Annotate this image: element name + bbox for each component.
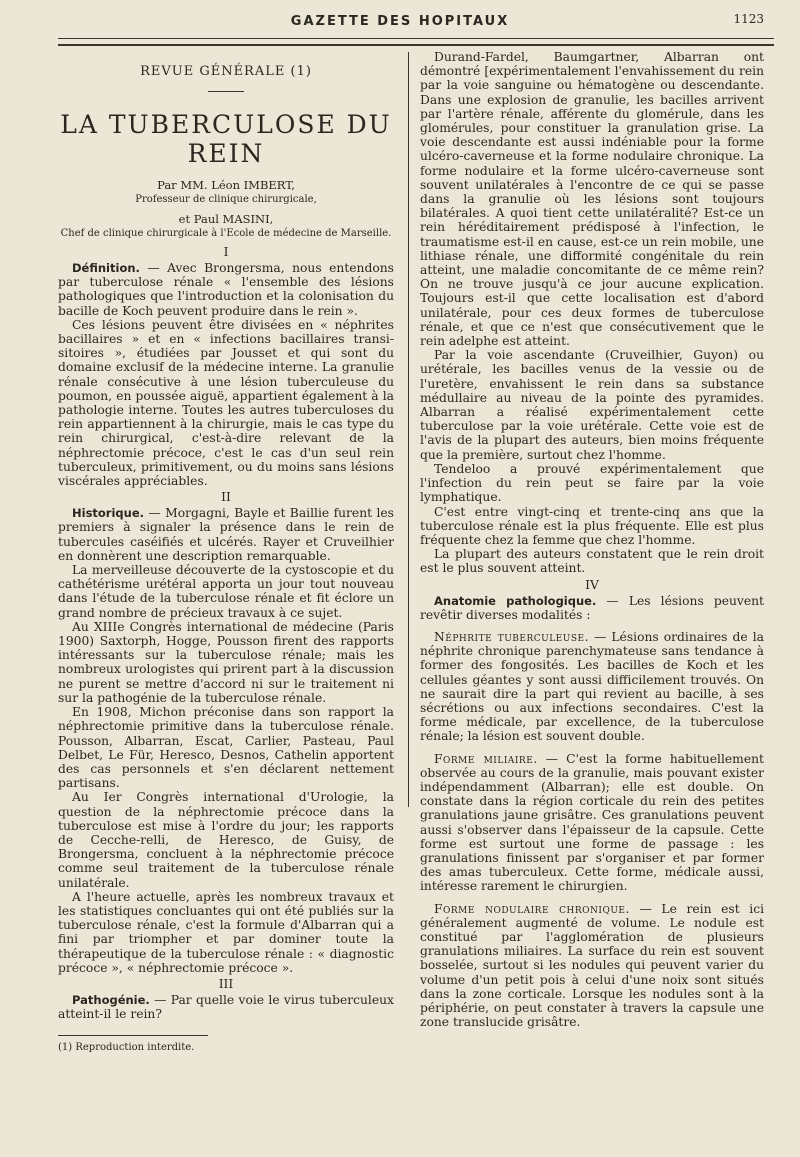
- paragraph: Au Ier Congrès international d'Urologie, la question de la néphrectomie précoce dans la tuberculose est mise à l'ordre du jour; les rapports de Cecche-relli, de Heresco, de Guisy, de Brongersma, concluent à la néphrectomie précoce comme seul traitement de la tuberculose rénale unilatérale.: [58, 790, 394, 890]
- subsection-heading: Néphrite tuberculeuse.: [434, 629, 589, 644]
- header-rule-thick: [58, 44, 774, 46]
- paragraph: Durand-Fardel, Baumgartner, Albarran ont démontré [expérimentalement l'envahissement du rein par la voie sanguine ou hématogène ou descendante. Dans une explosion de granulie, les bacilles arrivent par l'artère rénale, afférente du glomérule, dans les glomérules, pour constituer la granulation grise. La voie descendante est aussi indéniable pour la forme ulcéro-caverneuse et la forme nodulaire chronique. La forme nodulaire et la forme ulcéro-caverneuse sont souvent unilatérales à l'encontre de ce qui se passe dans la granulie où les lésions sont toujours bilatérales. A quoi tient cette unilatéralité? Est-ce un rein héréditairement prédisposé à l'infection, le traumatisme est-il en cause, est-ce un rein mobile, une lithiase rénale, une difformité congénitale du rein atteint, une maladie concomitante de ce même rein? On ne trouve jusqu'à ce jour aucune explication. Toujours est-il que cette localisation est d'abord unilatérale, pour ces deux formes de tuberculose rénale, et que ce n'est que consécutivement que le rein adelphe est atteint.: [420, 50, 764, 349]
- paragraph: Tendeloo a prouvé expérimentalement que l'infection du rein peut se faire par la voie lymphatique.: [420, 461, 764, 505]
- author-1-role: Professeur de clinique chirurgicale,: [135, 194, 317, 205]
- paragraph: C'est entre vingt-cinq et trente-cinq ans que la tuberculose rénale est la plus fréquente. Elle est plus fréquente chez la femme que chez l'homme.: [420, 504, 764, 547]
- paragraph: Historique. — Morgagni, Bayle et Baillie furent les premiers à signaler la présence dans le rein de tubercules caséifiés et ulcérés. Rayer et Cruveilhier en donnèrent une description remarquable.: [58, 506, 394, 563]
- paragraph: En 1908, Michon préconise dans son rapport la néphrectomie primitive dans la tuberculose rénale. Pousson, Albarran, Escat, Carlier, Pasteau, Paul Delbet, Le Für, Heresco, Desnos, Cathelin apportent des cas personnels et s'en déclarent nettement partisans.: [58, 705, 394, 791]
- paragraph: Définition. — Avec Brongersma, nous entendons par tuberculose rénale « l'ensemble des lésions pathologiques que l'introduction et la colonisation du bacille de Koch peuvent produire dans le rein ».: [58, 261, 394, 318]
- section-number: III: [218, 976, 234, 991]
- header-rule: [58, 38, 774, 39]
- paragraph: Néphrite tuberculeuse. — Lésions ordinaires de la néphrite chronique parenchymateuse sans tendance à former des fongosités. Les bacilles de Koch et les cellules géantes y sont aussi difficilement trouvés. On ne saurait dire la part qui revient au bacille, à ses sécrétions ou aux infections secondaires. C'est la forme médicale, par excellence, de la tuberculose rénale; la lésion est souvent double.: [420, 629, 764, 744]
- paragraph: A l'heure actuelle, après les nombreux travaux et les statistiques concluantes qui ont été publiés sur la tuberculose rénale, c'est la formule d'Albarran qui a fini par triompher et par dominer toute la thérapeutique de la tuberculose rénale : « diagnostic précoce », « néphrectomie précoce ».: [58, 889, 394, 975]
- section-heading: Pathogénie.: [72, 992, 150, 1007]
- paragraph: La plupart des auteurs constatent que le rein droit est le plus souvent atteint.: [420, 547, 764, 576]
- page-number: 1123: [733, 12, 764, 26]
- section-number: II: [221, 490, 231, 505]
- paragraph: Forme miliaire. — C'est la forme habituellement observée au cours de la granulie, mais pouvant exister indépendamment (Albarran); elle est double. On constate dans la région corticale du rein des petites granulations jaune grisâtre. Ces granulations peuvent aussi s'observer dans l'épaisseur de la capsule. Cette forme est surtout une forme de passage : les granulations finissent par s'organiser et par former des amas tuberculeux. Cette forme, médicale aussi, intéresse rarement le chirurgien.: [420, 751, 764, 894]
- subsection-heading: Forme nodulaire chronique.: [434, 901, 630, 916]
- column-divider: [408, 52, 409, 807]
- author-2-role: Chef de clinique chirurgicale à l'Ecole de médecine de Marseille.: [60, 228, 392, 239]
- running-title: GAZETTE DES HOPITAUX: [290, 14, 510, 29]
- paragraph: La merveilleuse découverte de la cystoscopie et du cathétérisme urétéral apporta un jour tout nouveau dans l'étude de la tuberculose rénale et fit éclore un grand nombre de précieux travaux à ce sujet.: [58, 563, 394, 620]
- left-column: [58, 50, 394, 1053]
- article-title: LA TUBERCULOSE DU REIN: [60, 110, 392, 168]
- section-heading: Anatomie pathologique.: [434, 593, 597, 608]
- paragraph: Ces lésions peuvent être divisées en « néphrites bacillaires » et en « infections bacillaires transi-sitoires », étudiées par Jousset et qui sont du domaine exclusif de la médecine interne. La granulie rénale consécutive à une lésion tuberculeuse du poumon, en poussée aiguë, appartient également à la pathologie interne. Toutes les autres tuberculoses du rein appartiennent à la chirurgie, mais le cas type du rein chirurgical, c'est-à-dire relevant de la néphrectomie précoce, c'est le cas d'un seul rein tuberculeux, primitivement, ou du moins sans lésions viscérales appréciables.: [58, 317, 394, 489]
- section-heading: Définition.: [72, 261, 140, 275]
- paragraph: Au XIIIe Congrès international de médecine (Paris 1900) Saxtorph, Hogge, Pousson firent des rapports intéressants sur la tuberculose rénale; mais les nombreux urologistes qui prirent part à la discussion ne purent se mettre d'accord ni sur le traitement ni sur la pathogénie de la tuberculose rénale.: [58, 619, 394, 705]
- paragraph: Par la voie ascendante (Cruveilhier, Guyon) ou urétérale, les bacilles venus de la vessie ou de l'uretère, envahissent le rein dans sa substance médullaire au niveau de la pointe des pyramides. Albarran a réalisé expérimentalement cette tuberculose par la voie urétérale. Cette voie est de l'avis de la plupart des auteurs, bien moins fréquente que la première, surtout chez l'homme.: [420, 348, 764, 462]
- section-heading: Historique.: [72, 506, 145, 521]
- review-label: REVUE GÉNÉRALE (1): [140, 64, 312, 79]
- footnote: (1) Reproduction interdite.: [58, 1042, 195, 1054]
- author-1: Par MM. Léon IMBERT,: [157, 178, 295, 192]
- author-2: et Paul MASINI,: [178, 212, 274, 226]
- subsection-heading: Forme miliaire.: [434, 751, 538, 766]
- section-number: I: [223, 245, 229, 259]
- footnote-rule: [58, 1035, 208, 1036]
- right-column: [420, 50, 764, 1029]
- paragraph: Anatomie pathologique. — Les lésions peuvent revêtir diverses modalités :: [420, 593, 764, 622]
- paragraph: Pathogénie. — Par quelle voie le virus tuberculeux atteint-il le rein?: [58, 992, 394, 1022]
- section-number: IV: [585, 577, 599, 592]
- paragraph: Forme nodulaire chronique. — Le rein est ici généralement augmenté de volume. Le nodule est constitué par l'agglomération de plusieurs granulations miliaires. La surface du rein est souvent bosselée, surtout si les nodules qui peuvent varier du volume d'un petit pois à celui d'une noix sont situés dans la zone corticale. Lorsque les nodules sont à la périphérie, on peut constater à travers la capsule une zone translucide grisâtre.: [420, 901, 765, 1030]
- title-rule: [208, 91, 244, 92]
